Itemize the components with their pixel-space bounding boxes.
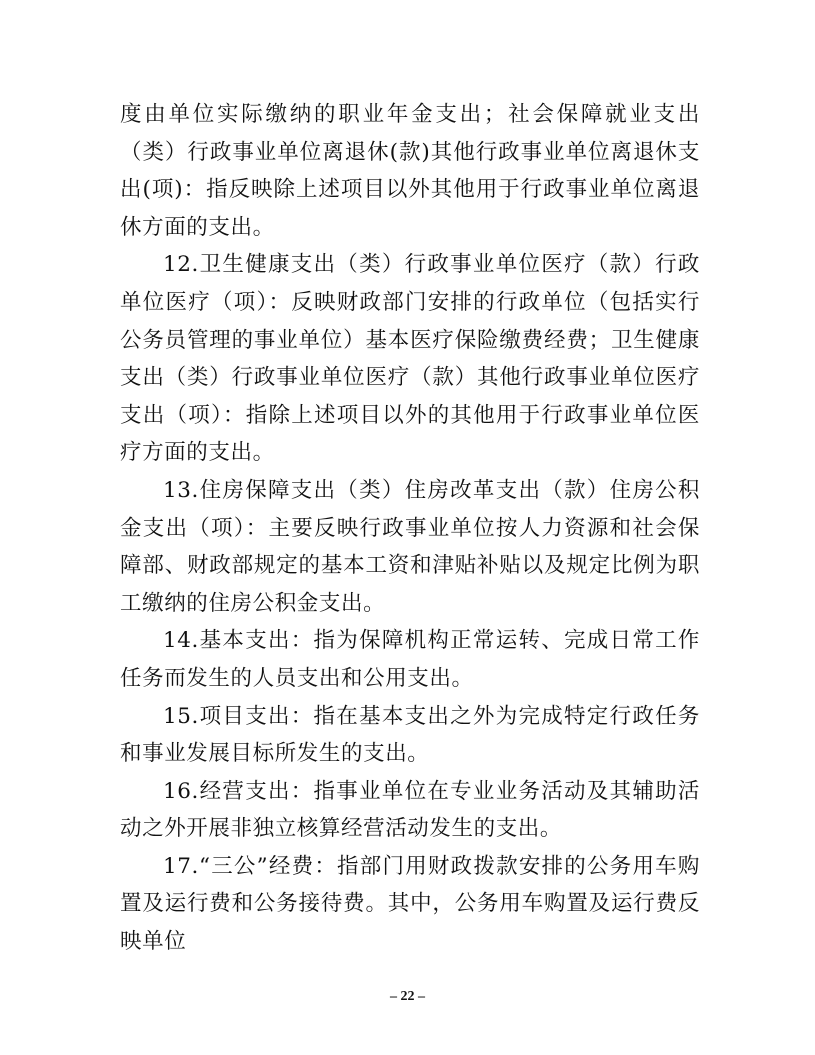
paragraph-continued: 度由单位实际缴纳的职业年金支出；社会保障就业支出（类）行政事业单位离退休(款)其他行政事业单位离退休支出(项)：指反映除上述项目以外其他用于行政事业单位离退休方面的支出。 <box>120 102 700 240</box>
paragraph-item-15: 15.项目支出：指在基本支出之外为完成特定行政任务和事业发展目标所发生的支出。 <box>120 703 700 767</box>
document-body <box>120 96 700 961</box>
paragraph-item-12: 12.卫生健康支出（类）行政事业单位医疗（款）行政单位医疗（项）：反映财政部门安排的行政单位（包括实行公务员管理的事业单位）基本医疗保险缴费经费；卫生健康支出（类）行政事业单位医疗（款）其他行政事业单位医疗支出（项）：指除上述项目以外的其他用于行政事业单位医疗方面的支出。 <box>120 252 700 466</box>
page-number: – 22 – <box>390 989 425 1004</box>
paragraph-item-14: 14.基本支出：指为保障机构正常运转、完成日常工作任务而发生的人员支出和公用支出。 <box>120 628 700 691</box>
paragraph-item-13: 13.住房保障支出（类）住房改革支出（款）住房公积金支出（项）：主要反映行政事业单位按人力资源和社会保障部、财政部规定的基本工资和津贴补贴以及规定比例为职工缴纳的住房公积金支出。 <box>120 477 700 616</box>
paragraph-item-16: 16.经营支出：指事业单位在专业业务活动及其辅助活动之外开展非独立核算经营活动发生的支出。 <box>120 778 700 842</box>
paragraph-item-17: 17.“三公”经费：指部门用财政拨款安排的公务用车购置及运行费和公务接待费。其中，公务用车购置及运行费反映单位 <box>120 853 700 955</box>
